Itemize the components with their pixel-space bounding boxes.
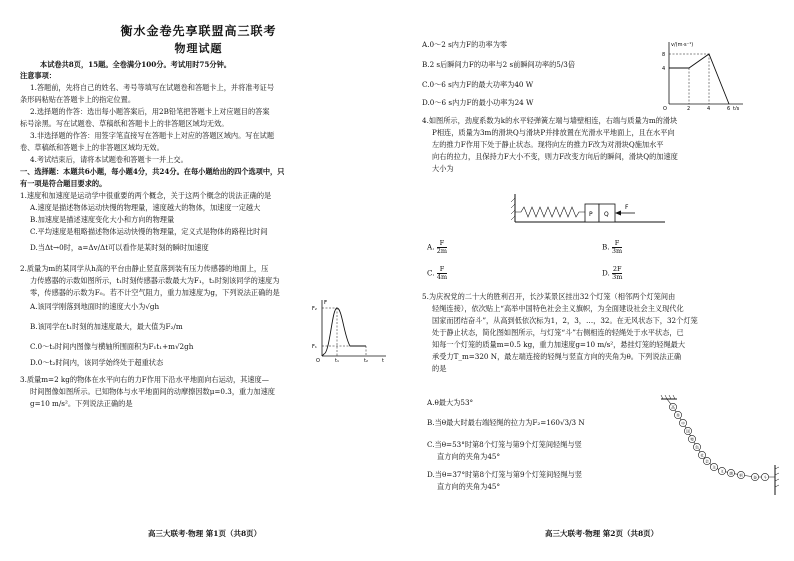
q2-graph-xlabel: t [382,358,384,362]
q3-option-a: A.0～2 s内力F的功率为零 [422,40,508,49]
lantern-label: 中 [681,421,685,426]
q5-lantern-figure [659,395,784,500]
lantern-label: 奋 [753,475,757,480]
lantern-label: 会 [705,459,709,464]
exam-title: 衡水金卷先享联盟高三联考 [120,24,277,38]
q5-stem-line: 承受力T_m=320 N，最左端连接的轻绳与竖直方向的夹角为θ。下列说法正确 [432,352,682,361]
q3-stem-line: 时间图像如图所示。已知物体与水平地面间的动摩擦因数μ=0.3，重力加速度 [30,387,275,396]
q2-stem-line: 力传感器的示数如图所示，t₁时刻传感器示数最大为F₁，t₂时刻该同学的速度为 [30,276,280,285]
right-footer: 高三大联考·物理 第2页（共8页） [545,529,659,538]
q5-option-b: B.当θ最大时最右端轻绳的拉力为F₂=160√3/3 N [427,418,585,427]
lantern-label: 帜 [739,473,743,478]
lantern-label: 主 [712,465,716,470]
q3-graph-xtick: 2 [687,106,691,110]
q3-option-b: B.2 s后瞬间力F的功率与2 s前瞬间功率的5/3倍 [422,60,576,69]
q5-option-d: D.当θ=37°时第8个灯笼与第9个灯笼间轻绳与竖 [427,470,583,479]
section-heading: 一、选择题：本题共6小题，每小题4分，共24分。在每小题给出的四个选项中，只 [20,167,285,176]
q3-graph-origin: O [663,106,667,110]
q5-stem-line: 的是 [432,364,447,373]
note-line: 卷、草稿纸和答题卡上的非答题区域均无效。 [20,143,164,152]
q4-stem-line: P相连，质量为3m的滑块Q与滑块P并排放置在光滑水平地面上，且在水平向 [432,128,675,137]
q5-stem-line: 国家而团结奋斗”，从高到低依次标为1，2，3，…，32。在无风状态下，32个灯笼 [432,316,698,325]
note-line: 标号涂黑。写在试题卷、草稿纸和答题卡上的非答题区域均无效。 [20,119,229,128]
q5-stem-line: 5.为庆祝党的二十大的胜利召开，长沙某景区挂出32个灯笼（相邻两个灯笼间由 [422,292,676,301]
exam-intro: 本试卷共8页，15题。全卷满分100分。考试用时75分钟。 [40,60,231,69]
right-page [397,0,794,561]
q4-stem-line: 左的推力F作用下处于静止状态。现将向左的推力F改为对滑块Q施加水平 [432,140,664,149]
q1-option-c: C.平均速度是粗略描述物体运动快慢的物理量，定义式是物体的路程比时间 [30,227,268,236]
q4-option-d: D. $\frac{2F}{3m}$ [602,265,623,281]
q5-option-c: C.当θ=53°时第8个灯笼与第9个灯笼间轻绳与竖 [427,440,582,449]
block-p-label: P [589,211,593,218]
note-line: 1.答题前，先将自己的姓名、考号等填写在试题卷和答题卡上，并将准考证号 [30,83,275,92]
lantern-label: 高 [671,405,675,410]
note-line: 条形码粘贴在答题卡上的指定位置。 [20,95,136,104]
q1-option-d: D.当Δt→0时，a=Δv/Δt可以看作是某时刻的瞬时加速度 [30,243,209,252]
q5-stem-line: 处于静止状态，简化图如图所示，与灯笼“斗”右侧相连的轻绳处于水平状态，已 [432,328,684,337]
q2-graph-ytick: F₂ [312,306,317,312]
q3-stem-line: g=10 m/s²。下列说法正确的是 [30,399,133,408]
lantern-label: 斗 [763,475,767,480]
q4-option-b: B. $\frac{F}{3m}$ [602,239,623,255]
q4-option-c: C. $\frac{F}{4m}$ [427,265,448,281]
q2-graph-ylabel: F [324,300,328,306]
q2-option-b: B.该同学在t₁时刻的加速度最大，最大值为F₂/m [30,322,183,331]
q3-graph-xtick: 6 [727,106,731,110]
q4-option-a: A. $\frac{F}{2m}$ [427,239,448,255]
lantern-label: 社 [700,453,704,458]
q3-graph-ytick: 8 [662,52,666,58]
lantern-label: 国 [686,429,690,434]
q3-graph-xtick: 4 [707,106,711,110]
note-line: 3.非选择题的作答：用签字笔直接写在答题卡上对应的答题区域内。写在试题 [30,131,275,140]
lantern-label: 旗 [729,471,733,476]
q3-graph-xlabel: t/s [733,106,740,110]
q2-graph-xtick: t₂ [364,358,368,362]
q3-velocity-graph [659,38,747,110]
q2-graph-origin: O [316,358,320,362]
q5-stem-line: 知每一个灯笼的质量m=0.5 kg，重力加速度g=10 m/s²，悬挂灯笼的轻绳最大 [432,340,686,349]
q4-spring-figure [509,190,669,228]
q5-option-c-cont: 直方向的夹角为45° [437,452,501,461]
q2-option-c: C.0～t₂时间内图像与横轴所围面积为F₁t₁+m√2gh [30,342,194,351]
notes-heading: 注意事项： [20,71,56,80]
q2-stem-line: 零，传感器的示数为F₀。若不计空气阻力，重力加速度为g，下列说法正确的是 [30,288,280,297]
lantern-group [669,403,768,480]
q4-stem-line: 大小为 [432,164,454,173]
lantern-label: 特 [690,437,694,442]
q2-option-a: A.该同学刚落到地面时的速度大小为√gh [30,302,160,311]
q2-stem-line: 2.质量为m的某同学从h高的平台由静止竖直落到装有压力传感器的地面上，压 [20,264,269,273]
q5-stem-line: 轻绳连接），依次贴上“高举中国特色社会主义旗帜，为全面建设社会主义现代化 [432,304,684,313]
lantern-label: 举 [676,413,680,418]
q1-option-a: A.速度是描述物体运动快慢的物理量，速度越大的物体，加速度一定越大 [30,203,261,212]
q1-stem: 1.速度和加速度是运动学中很重要的两个概念，关于这两个概念的说法正确的是 [20,191,272,200]
q2-graph-xtick: t₁ [335,358,339,362]
q2-graph-ytick: F₁ [312,344,317,350]
q5-option-d-cont: 直方向的夹角为45° [437,482,501,491]
lantern-label: 义 [720,469,724,474]
lantern-label: 色 [695,445,699,450]
q5-option-a: A.θ最大为53° [427,398,474,407]
q3-option-c: C.0～6 s内力F的最大功率为40 W [422,80,534,89]
q2-option-d: D.0～t₂时间内，该同学始终处于超重状态 [30,358,164,367]
q1-option-b: B.加速度是描述速度变化大小和方向的物理量 [30,215,175,224]
q3-graph-ylabel: v/(m·s⁻¹) [671,42,694,48]
left-footer: 高三大联考·物理 第1页（共8页） [148,529,262,538]
note-line: 2.选择题的作答：选出每小题答案后，用2B铅笔把答题卡上对应题目的答案 [30,107,270,116]
note-line: 4.考试结束后，请将本试题卷和答题卡一并上交。 [30,155,188,164]
force-f-label: F [625,204,629,211]
exam-subtitle: 物理试题 [174,42,223,55]
q2-force-graph [310,296,390,362]
q3-stem-line: 3.质量m=2 kg的物体在水平向右的力F作用下沿水平地面向右运动，其速度— [20,375,269,384]
q4-stem-line: 向右的拉力，且保持力F大小不变，则力F改变方向后的瞬间，滑块Q的加速度 [432,152,678,161]
q4-stem-line: 4.如图所示，劲度系数为k的水平轻弹簧左端与墙壁相连，右端与质量为m的滑块 [422,116,678,125]
section-heading-cont: 有一项是符合题目要求的。 [20,179,107,188]
q3-option-d: D.0～6 s内力F的最小功率为24 W [422,98,534,107]
q3-graph-ytick: 4 [662,66,666,72]
block-q-label: Q [604,211,609,218]
